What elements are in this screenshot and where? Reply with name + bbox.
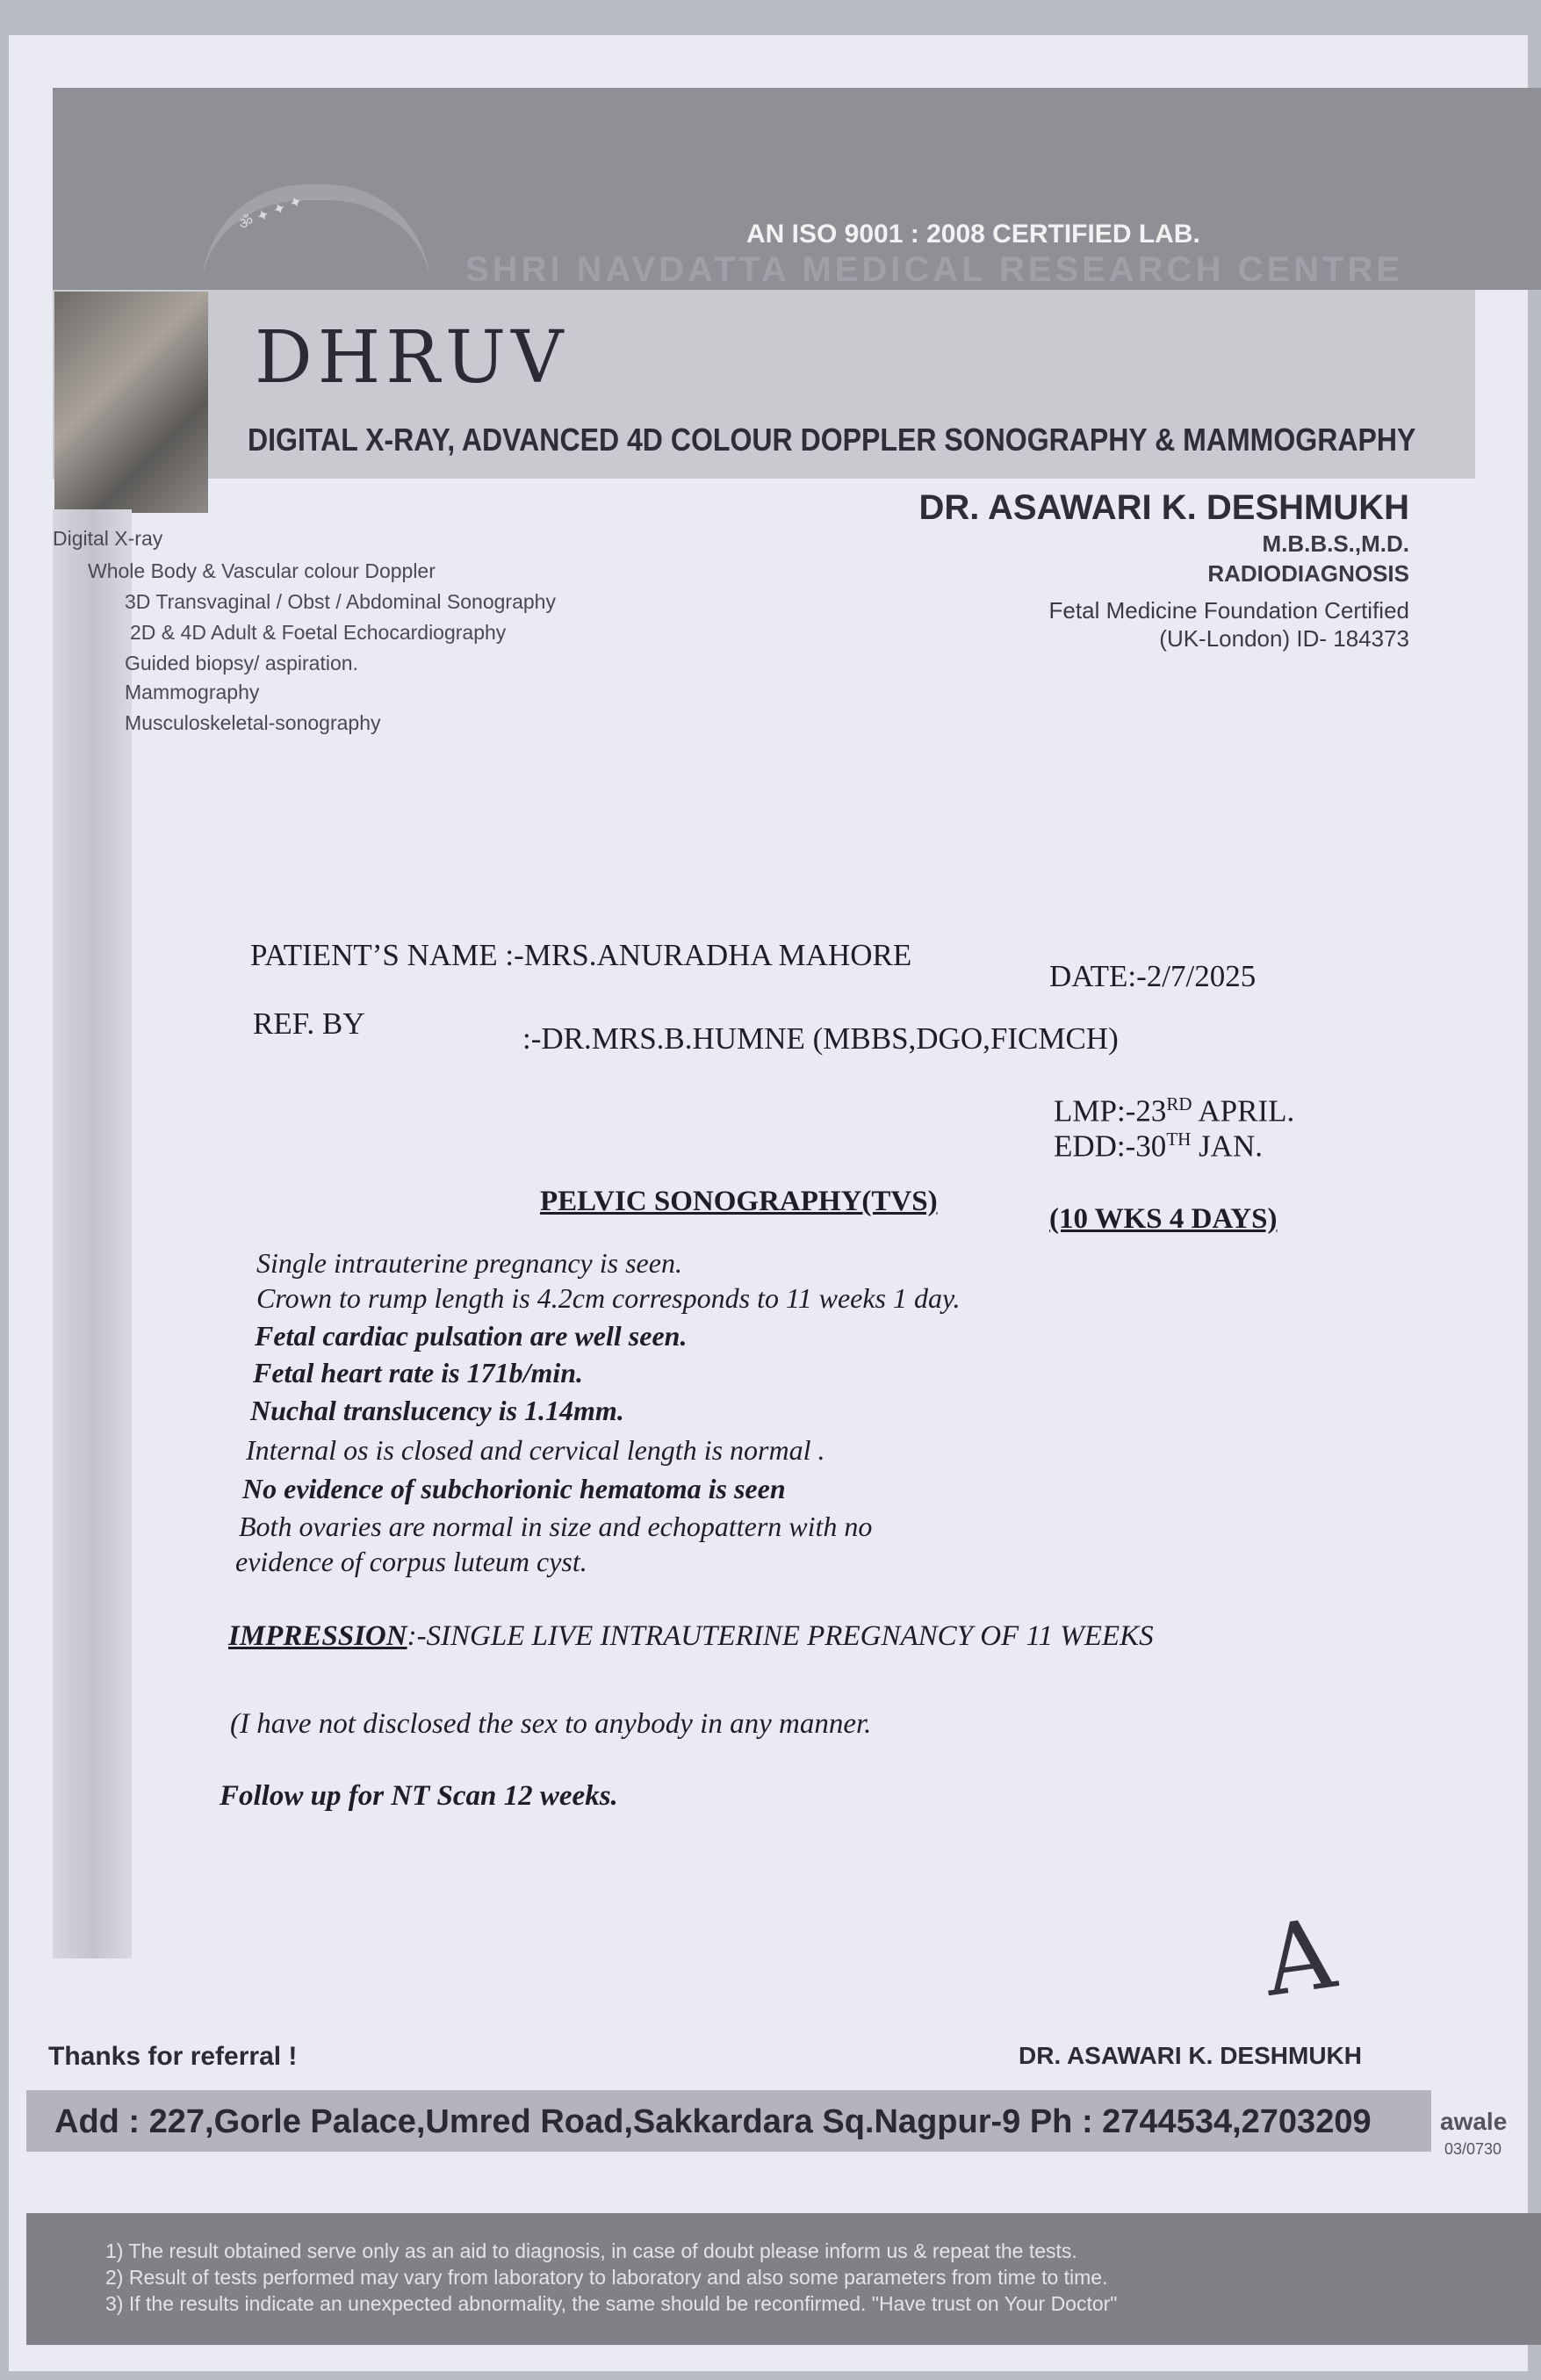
finding-line: Single intrauterine pregnancy is seen. bbox=[256, 1247, 682, 1279]
edge-code: 03/0730 bbox=[1444, 2140, 1502, 2158]
patient-name: MRS.ANURADHA MAHORE bbox=[523, 938, 912, 972]
service-item: Guided biopsy/ aspiration. bbox=[125, 652, 358, 674]
iso-certification: AN ISO 9001 : 2008 CERTIFIED LAB. bbox=[746, 220, 1200, 249]
disclaimer-line: 2) Result of tests performed may vary from laboratory to laboratory and also some parameters from time to time. bbox=[105, 2266, 1108, 2289]
signature-mark: A bbox=[1257, 1897, 1342, 2018]
disclosure-statement: (I have not disclosed the sex to anybody in any manner. bbox=[230, 1708, 872, 1740]
impression-label: IMPRESSION bbox=[228, 1620, 407, 1652]
finding-line: Fetal heart rate is 171b/min. bbox=[253, 1357, 584, 1388]
finding-line: Internal os is closed and cervical length is normal . bbox=[246, 1434, 825, 1466]
impression-text: :-SINGLE LIVE INTRAUTERINE PREGNANCY OF 11 WEEKS bbox=[407, 1620, 1154, 1652]
ref-label: REF. BY bbox=[253, 1006, 365, 1041]
finding-line: No evidence of subchorionic hematoma is seen bbox=[242, 1473, 786, 1504]
report-date: DATE:-2/7/2025 bbox=[1049, 959, 1257, 993]
left-decor-band bbox=[53, 509, 132, 1958]
clinic-photo bbox=[54, 292, 208, 513]
service-item: Whole Body & Vascular colour Doppler bbox=[88, 559, 436, 582]
impression bbox=[228, 1620, 1154, 1653]
service-item: Digital X-ray bbox=[53, 527, 163, 550]
cert-line-2: (UK-London) ID- 184373 bbox=[1159, 625, 1409, 652]
doctor-degrees: M.B.B.S.,M.D. bbox=[1262, 530, 1409, 557]
clinic-address: Add : 227,Gorle Palace,Umred Road,Sakkardara Sq.Nagpur-9 Ph : 2744534,2703209 bbox=[54, 2103, 1372, 2140]
seal-text: ॐ ✦ ✦ ✦ bbox=[236, 191, 306, 234]
doctor-specialty: RADIODIAGNOSIS bbox=[1207, 560, 1409, 587]
edd: EDD:-30TH JAN. bbox=[1054, 1129, 1263, 1164]
lmp: LMP:-23RD APRIL. bbox=[1054, 1093, 1295, 1129]
gestational-age: (10 WKS 4 DAYS) bbox=[1049, 1203, 1278, 1235]
service-item: 3D Transvaginal / Obst / Abdominal Sonography bbox=[125, 590, 556, 613]
cert-line-1: Fetal Medicine Foundation Certified bbox=[1048, 597, 1409, 624]
patient-name-row bbox=[250, 938, 911, 973]
finding-line: Nuchal translucency is 1.14mm. bbox=[250, 1395, 624, 1426]
signatory-name: DR. ASAWARI K. DESHMUKH bbox=[1019, 2042, 1362, 2069]
ghost-centre-name: SHRI NAVDATTA MEDICAL RESEARCH CENTRE bbox=[465, 250, 1404, 289]
finding-line: evidence of corpus luteum cyst. bbox=[235, 1546, 587, 1577]
patient-label: PATIENT’S NAME :- bbox=[250, 938, 524, 972]
clinic-logo: DHRUV bbox=[255, 316, 569, 400]
finding-line: Crown to rump length is 4.2cm corresponds to 11 weeks 1 day. bbox=[256, 1282, 961, 1314]
disclaimer-line: 1) The result obtained serve only as an aid to diagnosis, in case of doubt please inform us & repeat the tests. bbox=[105, 2239, 1077, 2262]
edge-text: awale bbox=[1440, 2108, 1508, 2135]
service-item: Musculoskeletal-sonography bbox=[125, 711, 381, 734]
doctor-name: DR. ASAWARI K. DESHMUKH bbox=[918, 488, 1409, 527]
exam-title: PELVIC SONOGRAPHY(TVS) bbox=[540, 1186, 938, 1217]
finding-line: Fetal cardiac pulsation are well seen. bbox=[255, 1320, 688, 1352]
ref-value: :-DR.MRS.B.HUMNE (MBBS,DGO,FICMCH) bbox=[522, 1021, 1119, 1056]
finding-line: Both ovaries are normal in size and echopattern with no bbox=[239, 1511, 873, 1542]
service-item: Mammography bbox=[125, 681, 260, 703]
disclaimer-line: 3) If the results indicate an unexpected abnormality, the same should be reconfirmed. "Have trust on Your Doctor" bbox=[105, 2292, 1118, 2315]
thanks-note: Thanks for referral ! bbox=[48, 2042, 298, 2071]
follow-up: Follow up for NT Scan 12 weeks. bbox=[220, 1780, 618, 1812]
clinic-tagline: DIGITAL X-RAY, ADVANCED 4D COLOUR DOPPLER SONOGRAPHY & MAMMOGRAPHY bbox=[248, 422, 1416, 458]
service-item: 2D & 4D Adult & Foetal Echocardiography bbox=[130, 621, 507, 644]
